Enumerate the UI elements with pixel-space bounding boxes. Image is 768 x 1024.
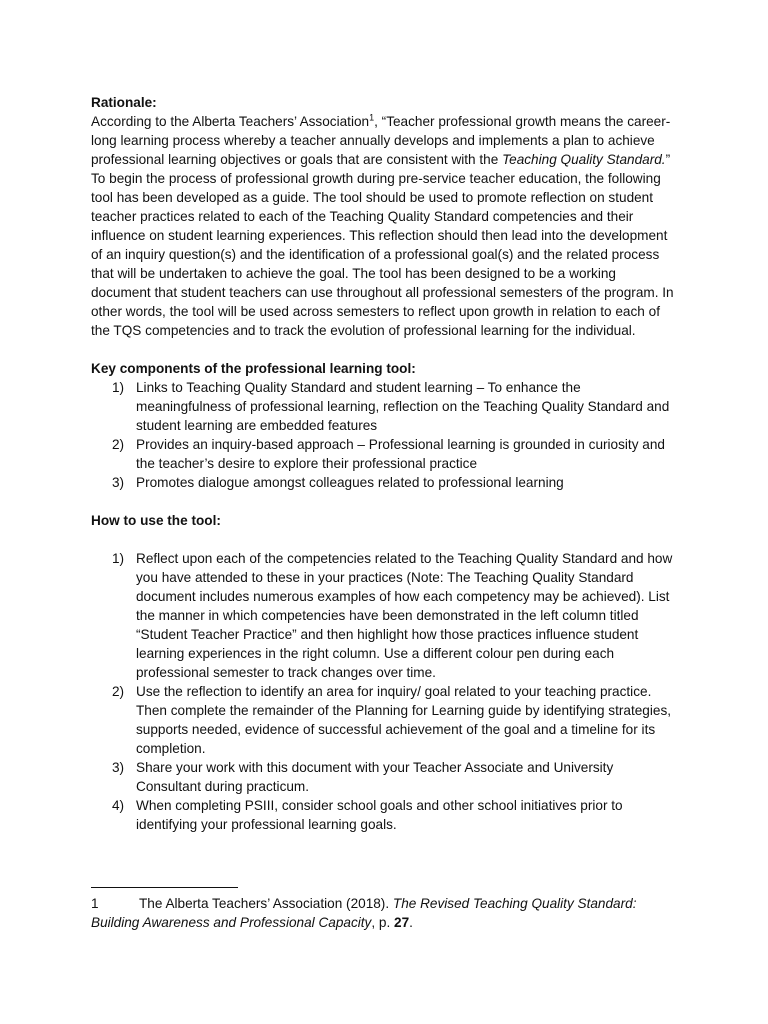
list-item-text: Reflect upon each of the competencies related to the Teaching Quality Standard and how you have attended to these in your practices (Note: The Teaching Quality Standard document includes numerous examples of how each competency may be achieved). List the manner in which competencies have been demonstrated in the left column titled “Student Teacher Practice” and then highlight how those practices influence student learning experiences in the right column. Use a different colour pen during each professional semester to track changes over time. [136,551,673,680]
list-item [91,435,679,473]
document-body [91,93,679,834]
list-item [91,682,679,758]
how-to-use-list [91,549,679,834]
list-item-number: 3) [112,475,125,490]
rationale-heading: Rationale: [91,95,157,110]
list-item-text: When completing PSIII, consider school goals and other school initiatives prior to identifying your professional learning goals. [136,798,623,832]
list-item-number: 3) [112,760,125,775]
list-item-number: 1) [112,380,125,395]
list-item-number: 2) [112,684,125,699]
list-item-text: Use the reflection to identify an area for inquiry/ goal related to your teaching practice. Then complete the remainder of the Planning for Learning guide by identifying strategies, supports needed, evidence of successful achievement of the goal and a timeline for its completion. [136,684,672,756]
footnote-number: 1 [91,896,99,911]
rationale-quote-start: , “Teacher professional growth means the career-long learning process whereby a teacher annually develops and implements a plan to achieve professional learning objectives or goals that are consistent with the [91,114,671,167]
footnote-title: The Revised Teaching Quality Standard: Building Awareness and Professional Capacity [91,896,637,930]
list-item-number: 2) [112,437,125,452]
rationale-intro: According to the Alberta Teachers’ Association [91,114,370,129]
how-to-use-heading: How to use the tool: [91,513,221,528]
list-item [91,473,679,492]
rationale-quote-title: Teaching Quality Standard. [502,152,666,167]
key-components-heading: Key components of the professional learning tool: [91,361,416,376]
list-item [91,378,679,435]
list-item [91,758,679,796]
list-item-text: Provides an inquiry-based approach – Professional learning is grounded in curiosity and the teacher’s desire to explore their professional practice [136,437,665,471]
list-item [91,549,679,682]
list-item-number: 4) [112,798,125,813]
footnote-reference: 1 [369,112,375,123]
footnote-source: The Alberta Teachers’ Association (2018). [139,896,393,911]
list-item-text: Promotes dialogue amongst colleagues related to professional learning [136,475,564,490]
footnote [91,894,679,932]
list-item-number: 1) [112,551,125,566]
list-item-text: Share your work with this document with your Teacher Associate and University Consultant during practicum. [136,760,614,794]
footnote-page-prefix: , p. [371,915,395,930]
rationale-quote-end: ” To begin the process of professional growth during pre-service teacher education, the following tool has been developed as a guide. The tool should be used to promote reflection on student teacher practices related to each of the Teaching Quality Standard competencies and their influence on student learning experiences. This reflection should then lead into the development of an inquiry question(s) and the identification of a professional goal(s) and the related process that will be undertaken to achieve the goal. The tool has been designed to be a working document that student teachers can use throughout all professional semesters of the program. In other words, the tool will be used across semesters to reflect upon growth in relation to each of the TQS competencies and to track the evolution of professional learning for the individual. [91,152,674,338]
footnote-end: . [409,915,413,930]
list-item-text: Links to Teaching Quality Standard and student learning – To enhance the meaningfulness of professional learning, reflection on the Teaching Quality Standard and student learning are embedded features [136,380,670,433]
rationale-paragraph [91,112,679,340]
footnote-page-number: 27 [394,915,410,930]
key-components-list [91,378,679,492]
footnote-divider [91,887,238,888]
list-item [91,796,679,834]
